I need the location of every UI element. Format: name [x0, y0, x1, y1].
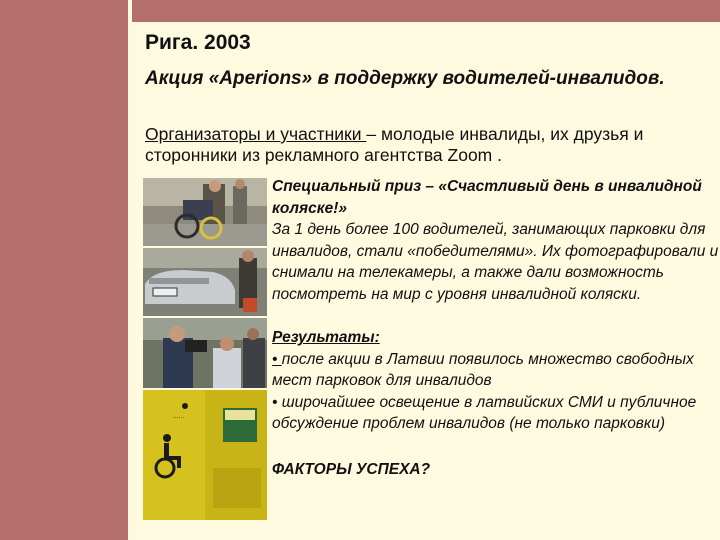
spacer: [272, 305, 720, 327]
results-bullet-1-mark: •: [272, 350, 282, 368]
results-bullet-2: • широчайшее освещение в латвийских СМИ и публичное обсуждение проблем инвалидов (не только парковки): [272, 393, 697, 432]
top-band-gap: [128, 0, 132, 22]
organizers-label: Организаторы и участники: [145, 124, 367, 144]
right-column-text: [272, 176, 720, 480]
success-factors: ФАКТОРЫ УСПЕХА?: [272, 460, 431, 478]
results-heading: Результаты:: [272, 329, 380, 346]
slide-title: Рига. 2003: [145, 31, 251, 54]
organizers-paragraph: [145, 124, 720, 166]
photo-collage: [143, 178, 267, 520]
photo-car-parking: [143, 248, 267, 316]
top-decorative-band: [128, 0, 720, 22]
slide-subtitle: Акция «Aperions» в поддержку водителей-инвалидов.: [145, 68, 665, 89]
photo-camera-crew: [143, 318, 267, 388]
photo-collage-graphic: [143, 178, 267, 520]
results-bullet-1: [272, 349, 720, 392]
left-decorative-band: [0, 0, 128, 540]
special-prize-heading: Специальный приз – «Счастливый день в инвалидной коляске!»: [272, 178, 702, 217]
svg-text:......: ......: [173, 413, 185, 420]
results-bullet-1-text: после акции в Латвии появилось множество свободных мест парковок для инвалидов: [272, 350, 694, 389]
organizers-text: – молодые инвалиды, их друзья и сторонники из рекламного агентства Zoom .: [145, 124, 644, 165]
special-prize-text: За 1 день более 100 водителей, занимающих парковки для инвалидов, стали «победителями». Их фотографировали и снимали на телекамеры, а также дали возможность посмотреть на мир с уровня инвалидной коляски.: [272, 221, 719, 303]
photo-wheelchair-street: [143, 178, 267, 246]
spacer: [272, 435, 720, 459]
photo-yellow-poster: [143, 390, 267, 520]
